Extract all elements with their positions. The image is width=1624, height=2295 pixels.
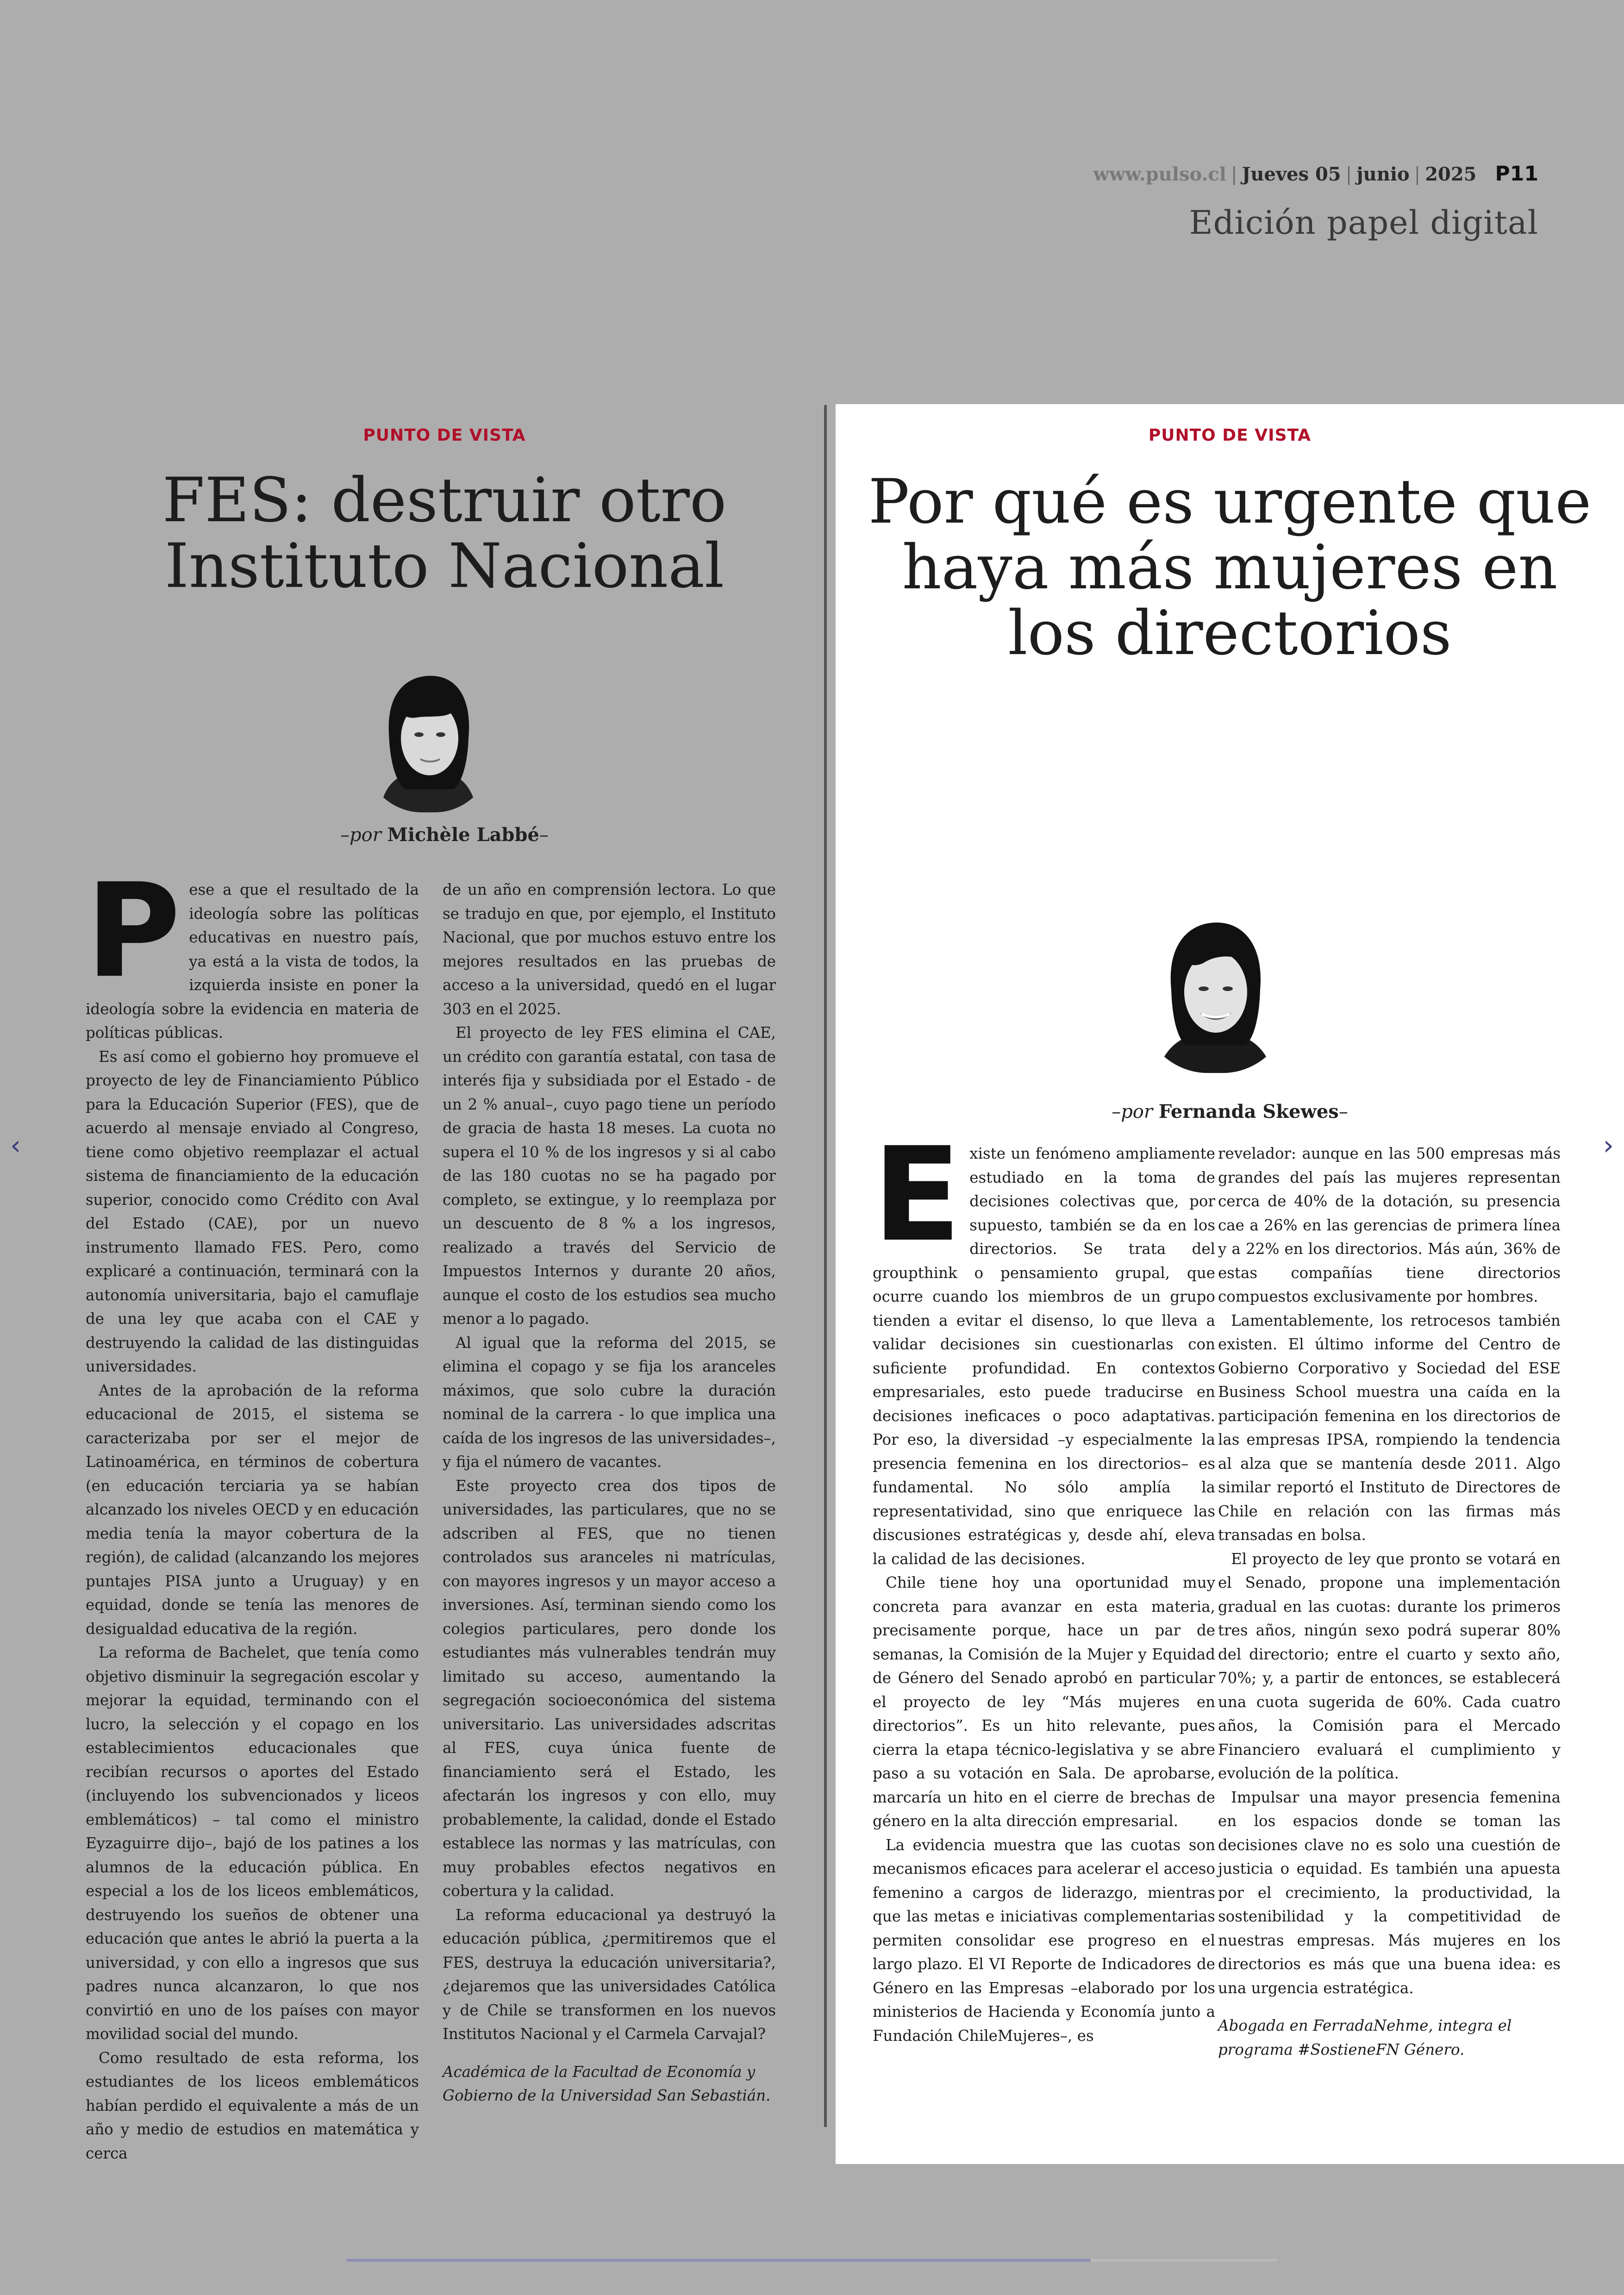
- article-column-1: [873, 1120, 1215, 2048]
- paragraph: La reforma de Bachelet, que tenía como objetivo disminuir la segregación escolar y mejorar la equidad, terminando con el lucro, la selección y el copago en los establecimientos educacionales que recibían recursos o aportes del Estado (incluyendo los subvencionados y liceos emblemáticos) – tal como el ministro Eyzaguirre dijo–, bajó de los patines a los alumnos de la educación pública. En especial a los de los liceos emblemáticos, destruyendo los sueños de obtener una educación que antes le abrió la puerta a la universidad, y con ello a ingresos que sus padres nunca alcanzaron, lo que nos convirtió en uno de los países con mayor movilidad social del mundo.: [86, 1644, 419, 2043]
- byline-prefix: –por: [340, 824, 381, 846]
- paragraph: Antes de la aprobación de la reforma educacional de 2015, el sistema se caracterizaba por ser el mejor de Latinoamérica, en términos de cobertura (en educación terciaria ya se habían alcanzado los niveles OECD y en educación media tenía la mayor cobertura de la región), de calidad (alcanzando los mejores puntajes PISA junto a Uruguay) y en equidad, donde se tenía las menores de desigualdad educativa de la región.: [86, 1381, 419, 1638]
- byline: [69, 824, 819, 846]
- paragraph: El proyecto de ley que pronto se votará en el Senado, propone una implementación gradual en las cuotas: durante los primeros tres años, ningún sexo podrá superar 80% del directorio; entre el cuarto y sexto año, 70%; y, a partir de entonces, se establecerá una cuota sugerida de 60%. Cada cuatro años, la Comisión para el Mercado Financiero evaluará el cumplimiento y evolución de la política.: [1218, 1550, 1561, 1782]
- masthead: [1093, 162, 1538, 186]
- paragraph: Lamentablemente, los retrocesos también existen. El último informe del Centro de Gobierno Corporativo y Sociedad del ESE Business School muestra una caída en la participación femenina en los directorios de las empresas IPSA, rompiendo la tendencia al alza que se mantenía desde 2011. Algo similar reportó el Instituto de Directores de Chile en relación con las firmas más transadas en bolsa.: [1218, 1311, 1561, 1544]
- headline-line: Por qué es urgente que: [868, 466, 1592, 537]
- paragraph: La evidencia muestra que las cuotas son mecanismos eficaces para acelerar el acceso femenino a cargos de liderazgo, mientras que las metas e iniciativas complementarias permiten consolidar ese progreso en el largo plazo. El VI Reporte de Indicadores de Género en las Empresas –elaborado por los ministerios de Hacienda y Economía junto a Fundación ChileMujeres–, es: [873, 1836, 1215, 2045]
- paragraph: Al igual que la reforma del 2015, se elimina el copago y se fija los aranceles máximos, que solo cubre la duración nominal de la carrera - lo que implica una caída de los ingresos de las universidades–, y fija el número de vacantes.: [443, 1334, 776, 1471]
- article-headline: [69, 465, 819, 602]
- author-signature: Académica de la Facultad de Economía y Gobierno de la Universidad San Sebastián.: [443, 2063, 771, 2104]
- reading-progress-fill: [346, 2259, 1091, 2262]
- divider: |: [1414, 164, 1421, 185]
- paragraph: Chile tiene hoy una oportunidad muy concreta para avanzar en esta materia, precisamente porque, hace un par de semanas, la Comisión de la Mujer y Equidad de Género del Senado aprobó en particular el proyecto de ley “Más mujeres en directorios”. Es un hito relevante, pues cierra la etapa técnico-legislativa y se abre paso a su votación en Sala. De aprobarse, marcaría un hito en el cierre de brechas de género en la alta dirección empresarial.: [873, 1574, 1215, 1830]
- paragraph: Este proyecto crea dos tipos de universidades, las particulares, que no se adscriben al FES, que no tienen controlados sus aranceles ni matrículas, con mayores ingresos y un mayor acceso a inversiones. Así, terminan siendo como los colegios particulares, pero donde los estudiantes más vulnerables tendrán muy limitado su acceso, aumentando la segregación socioeconómica del sistema universitario. Las universidades adscritas al FES, cuya única fuente de financiamiento será el Estado, les afectarán los ingresos y con ello, muy probablemente, la calidad, donde el Estado establece las normas y las matrículas, con muy probables efectos negativos en cobertura y la calidad.: [443, 1477, 776, 1900]
- edition-label: Edición papel digital: [1189, 204, 1538, 242]
- paragraph: Impulsar una mayor presencia femenina en los espacios donde se toman las decisiones clave no es solo una cuestión de justicia o equidad. Es también una apuesta por el crecimiento, la productividad, la sostenibilidad y la competitividad de nuestras empresas. Más mujeres en los directorios es más que una buena idea: es una urgencia estratégica.: [1218, 1788, 1561, 1997]
- paragraph: La reforma educacional ya destruyó la educación pública, ¿permitiremos que el FES, destruya la educación universitaria?, ¿dejaremos que las universidades Católica y de Chile se transformen en los nuevos Institutos Nacional y el Carmela Carvajal?: [443, 1906, 776, 2043]
- headline-line: haya más mujeres en: [902, 532, 1558, 603]
- paragraph: El proyecto de ley FES elimina el CAE, un crédito con garantía estatal, con tasa de interés fija y subsidiada por el Estado - de un 2 % anual–, cuyo pago tiene un período de gracia de hasta 18 meses. La cuota no supera el 10 % de los ingresos y si al cabo de las 180 cuotas no se ha pagado por completo, se extingue, y lo reemplaza por un descuento de 8 % a los ingresos, realizado a través del Servicio de Impuestos Internos y durante 20 años, aunque el costo de los estudios sea mucho menor a lo pagado.: [443, 1024, 776, 1328]
- article-column-1: [86, 856, 419, 2165]
- divider: |: [1345, 164, 1352, 185]
- paragraph: Como resultado de esta reforma, los estudiantes de los liceos emblemáticos habían perdido el equivalente a más de un año y medio de estudios en matemática y cerca: [86, 2049, 419, 2162]
- page-number: P11: [1495, 162, 1538, 186]
- paragraph: de un año en comprensión lectora. Lo que se tradujo en que, por ejemplo, el Instituto Nacional, que por muchos estuvo entre los mejores resultados en las pruebas de acceso a la universidad, quedó en el lugar 303 en el 2025.: [443, 881, 776, 1018]
- reading-progress-bar[interactable]: [346, 2259, 1277, 2262]
- article-kicker: PUNTO DE VISTA: [363, 426, 526, 445]
- right-article: [836, 404, 1624, 2164]
- drop-cap: P: [86, 856, 181, 1007]
- paragraph: Existe un fenómeno ampliamente estudiado en la toma de decisiones colectivas que, por supuesto, también se da en los directorios. Se trata del groupthink o pensamiento grupal, que ocurre cuando los miembros de un grupo tienden a evitar el disenso, lo que lleva a validar decisiones sin cuestionarlas con suficiente profundidad. En contextos empresariales, esto puede traducirse en decisiones ineficaces o poco adaptativas. Por eso, la diversidad –y especialmente la presencia femenina en los directorios– es fundamental. No sólo amplía la representatividad, sino que enriquece las discusiones estratégicas y, desde ahí, eleva la calidad de las decisiones.: [873, 1120, 1215, 1568]
- author-portrait: [361, 664, 495, 812]
- paragraph: Es así como el gobierno hoy promueve el proyecto de ley de Financiamiento Público para la Educación Superior (FES), que de acuerdo al mensaje enviado al Congreso, tiene como objetivo reemplazar el actual sistema de financiamiento de la educación superior, conocido como Crédito con Aval del Estado (CAE), por un nuevo instrumento llamado FES. Pero, como explicaré a continuación, terminará con la autonomía universitaria, bajo el camuflaje de una ley que acaba con el CAE y destruyendo la calidad de las distinguidas universidades.: [86, 1048, 419, 1375]
- chevron-left-icon[interactable]: ‹: [10, 1129, 21, 1161]
- byline-prefix: –por: [1112, 1101, 1153, 1123]
- headline-line: FES: destruir otro: [162, 465, 727, 536]
- author-signature: Abogada en FerradaNehme, integra el programa #SostieneFN Género.: [1218, 2017, 1512, 2058]
- byline-suffix: –: [539, 824, 549, 846]
- divider: |: [1230, 164, 1237, 185]
- paragraph: Pese a que el resultado de la ideología sobre las políticas educativas en nuestro país, ya está a la vista de todos, la izquierda insiste en poner la ideología sobre la evidencia en materia de políticas públicas.: [86, 856, 419, 1041]
- site-url[interactable]: www.pulso.cl: [1093, 163, 1226, 185]
- chevron-right-icon[interactable]: ›: [1603, 1129, 1614, 1161]
- byline: [836, 1101, 1624, 1123]
- left-article: [69, 405, 819, 2162]
- issue-month: junio: [1356, 163, 1410, 185]
- article-headline: [836, 466, 1624, 669]
- author-name: Fernanda Skewes: [1158, 1101, 1339, 1123]
- page-divider: [824, 405, 827, 2127]
- drop-cap: E: [873, 1120, 962, 1271]
- issue-day: Jueves 05: [1242, 163, 1341, 185]
- author-portrait: [1139, 911, 1292, 1073]
- author-name: Michèle Labbé: [387, 824, 539, 846]
- byline-suffix: –: [1338, 1101, 1348, 1123]
- article-column-2: [1218, 1142, 1561, 2062]
- paragraph: revelador: aunque en las 500 empresas más grandes del país las mujeres representan cerca de 40% de la dotación, su presencia cae a 26% en las gerencias de primera línea y a 22% en los directorios. Más aún, 36% de estas compañías tiene directorios compuestos exclusivamente por hombres.: [1218, 1145, 1561, 1305]
- issue-year: 2025: [1425, 163, 1477, 185]
- headline-line: los directorios: [1008, 598, 1452, 669]
- article-kicker: PUNTO DE VISTA: [1148, 426, 1312, 445]
- headline-line: Instituto Nacional: [164, 530, 725, 602]
- article-column-2: [443, 878, 776, 2108]
